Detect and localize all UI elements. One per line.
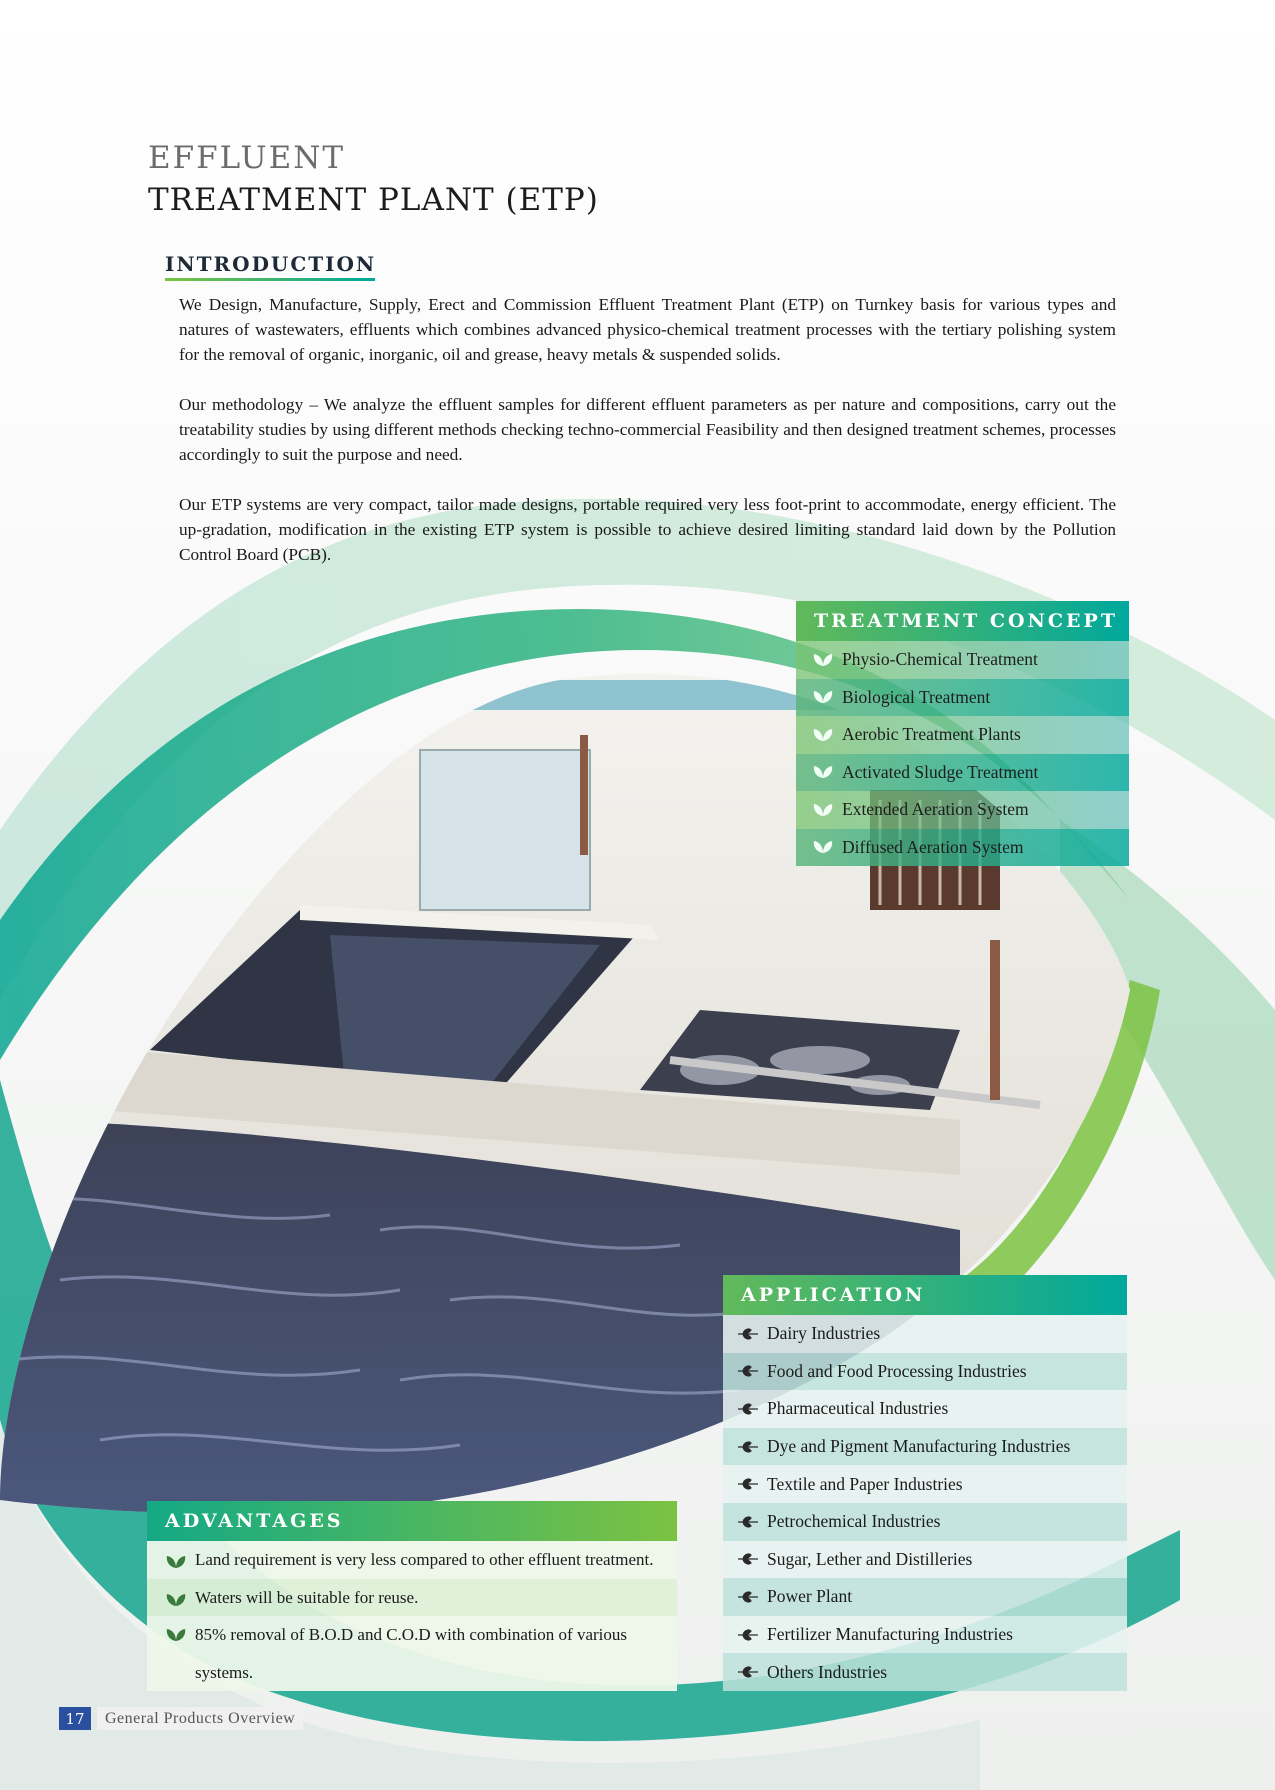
intro-paragraph: Our methodology – We analyze the effluent samples for different effluent parameters as per nature and compositions, carry out the treatability studies by using different methods checking techno-commercial Feasibility and then designed treatment schemes, processes accordingly to suit the purpose and need. [179, 395, 1116, 464]
application-box [723, 1275, 1127, 1691]
list-item-label: Sugar, Lether and Distilleries [767, 1548, 973, 1569]
leaf-icon [812, 803, 834, 817]
leaf-sprig-icon [737, 1440, 759, 1454]
list-item [147, 1616, 677, 1691]
list-item-label: Biological Treatment [842, 686, 991, 707]
introduction-heading: INTRODUCTION [165, 252, 377, 276]
introduction-text [179, 292, 1116, 592]
leaf-icon [812, 690, 834, 704]
treatment-concept-box [796, 601, 1129, 866]
leaf-icon [812, 728, 834, 742]
list-item [723, 1315, 1127, 1353]
list-item [796, 791, 1129, 829]
list-item [147, 1579, 677, 1617]
application-list [723, 1315, 1127, 1691]
leaf-sprig-icon [737, 1402, 759, 1416]
list-item [723, 1465, 1127, 1503]
list-item [723, 1390, 1127, 1428]
intro-paragraph: Our ETP systems are very compact, tailor made designs, portable required very less foot-print to accommodate, energy efficient. The up-gradation, modification in the existing ETP system is possible to achieve desired limiting standard laid down by the Pollution Control Board (PCB). [179, 495, 1116, 564]
list-item-label: Diffused Aeration System [842, 836, 1024, 857]
list-item-label: Textile and Paper Industries [767, 1473, 963, 1494]
list-item [796, 641, 1129, 679]
list-item [796, 716, 1129, 754]
treatment-concept-list [796, 641, 1129, 866]
treatment-concept-heading: TREATMENT CONCEPT [796, 601, 1129, 641]
list-item-label: Physio-Chemical Treatment [842, 649, 1038, 670]
list-item-label: Dye and Pigment Manufacturing Industries [767, 1436, 1071, 1457]
list-item-label: Others Industries [767, 1661, 888, 1682]
page-title-line-2: TREATMENT PLANT (ETP) [148, 182, 599, 218]
list-item [796, 754, 1129, 792]
list-item-label: Fertilizer Manufacturing Industries [767, 1624, 1013, 1645]
list-item-label: Food and Food Processing Industries [767, 1360, 1027, 1381]
leaf-icon [812, 653, 834, 667]
list-item-label: Waters will be suitable for reuse. [195, 1587, 419, 1607]
list-item [147, 1541, 677, 1579]
list-item-label: Activated Sludge Treatment [842, 761, 1039, 782]
page-title-line-1: EFFLUENT [148, 140, 346, 176]
list-item-label: Petrochemical Industries [767, 1511, 941, 1532]
leaf-icon [812, 840, 834, 854]
list-item [723, 1653, 1127, 1691]
footer-section-label: General Products Overview [97, 1707, 303, 1730]
list-item-label: Dairy Industries [767, 1323, 881, 1344]
advantages-heading: ADVANTAGES [147, 1501, 677, 1541]
list-item-label: Pharmaceutical Industries [767, 1398, 949, 1419]
leaf-icon [812, 765, 834, 779]
leaf-sprig-icon [737, 1552, 759, 1566]
leaf-sprig-icon [737, 1665, 759, 1679]
introduction-underline [165, 278, 375, 281]
advantages-list [147, 1541, 677, 1691]
page-number: 17 [59, 1707, 91, 1730]
list-item-label: Extended Aeration System [842, 799, 1029, 820]
list-item [723, 1541, 1127, 1579]
list-item [723, 1503, 1127, 1541]
list-item-label: Power Plant [767, 1586, 853, 1607]
leaf-icon [165, 1628, 187, 1642]
leaf-sprig-icon [737, 1477, 759, 1491]
leaf-icon [165, 1555, 187, 1569]
leaf-sprig-icon [737, 1590, 759, 1604]
list-item [723, 1353, 1127, 1391]
list-item [796, 679, 1129, 717]
list-item [796, 829, 1129, 867]
list-item-label: Land requirement is very less compared to other effluent treatment. [195, 1550, 654, 1569]
leaf-sprig-icon [737, 1327, 759, 1341]
list-item-label: Aerobic Treatment Plants [842, 724, 1021, 745]
leaf-sprig-icon [737, 1364, 759, 1378]
intro-paragraph: We Design, Manufacture, Supply, Erect and Commission Effluent Treatment Plant (ETP) on Turnkey basis for various types and natures of wastewaters, effluents which combines advanced physico-chemical treatment processes with the tertiary polishing system for the removal of organic, inorganic, oil and grease, heavy metals & suspended solids. [179, 295, 1116, 364]
list-item [723, 1578, 1127, 1616]
leaf-sprig-icon [737, 1515, 759, 1529]
list-item [723, 1616, 1127, 1654]
list-item [723, 1428, 1127, 1466]
application-heading: APPLICATION [723, 1275, 1127, 1315]
list-item-label: 85% removal of B.O.D and C.O.D with combination of various systems. [195, 1625, 628, 1682]
advantages-box [147, 1501, 677, 1691]
leaf-icon [165, 1593, 187, 1607]
leaf-sprig-icon [737, 1628, 759, 1642]
